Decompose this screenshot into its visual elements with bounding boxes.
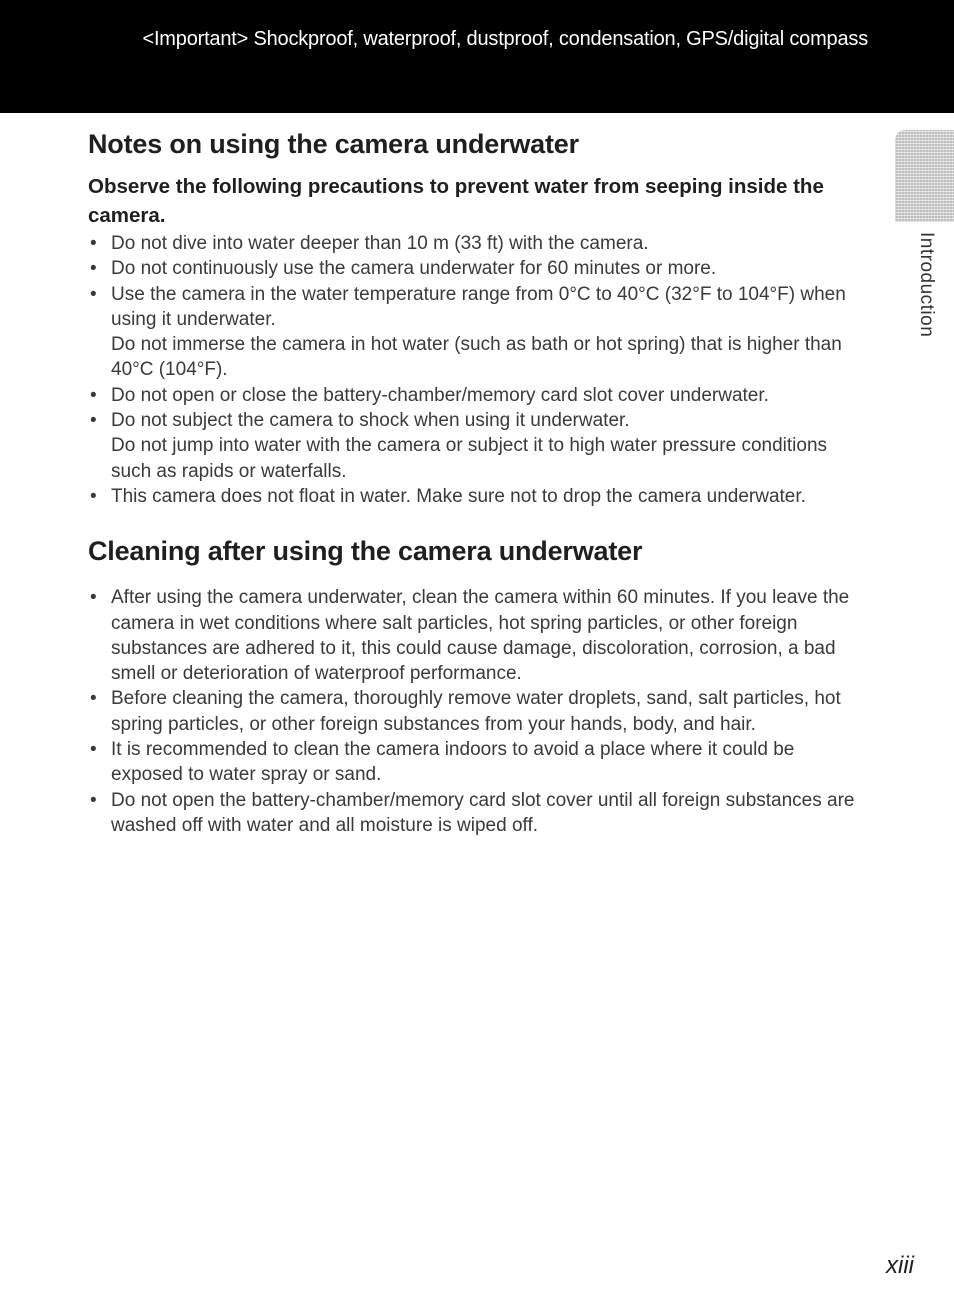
notes-list <box>88 231 870 509</box>
list-item-text: Do not subject the camera to shock when using it underwater. <box>111 410 630 432</box>
list-item <box>88 788 870 839</box>
chapter-tab-label: Introduction <box>916 232 937 338</box>
bullet-icon: • <box>90 688 97 710</box>
list-item <box>88 686 870 737</box>
list-item <box>88 282 870 383</box>
list-item-text: After using the camera underwater, clean the camera within 60 minutes. If you leave the camera in wet conditions where salt particles, hot spring particles, or other foreign substances are adhered to it, this could cause damage, discoloration, corrosion, a bad smell or deterioration of waterproof performance. <box>111 587 850 685</box>
header-title: <Important> Shockproof, waterproof, dustproof, condensation, GPS/digital compass <box>142 28 868 50</box>
cleaning-heading: Cleaning after using the camera underwater <box>88 536 643 567</box>
list-item-text: This camera does not float in water. Make sure not to drop the camera underwater. <box>111 485 806 507</box>
list-item <box>88 383 870 408</box>
list-item-text: Do not dive into water deeper than 10 m (33 ft) with the camera. <box>111 233 649 254</box>
chapter-tab <box>895 130 954 222</box>
bullet-icon: • <box>90 739 97 761</box>
list-item <box>88 484 870 509</box>
bullet-icon: • <box>90 233 97 254</box>
cleaning-list <box>88 585 870 838</box>
list-item-text: Before cleaning the camera, thoroughly remove water droplets, sand, salt particles, hot spring particles, or other foreign substances from your hands, body, and hair. <box>111 688 841 735</box>
bullet-icon: • <box>90 384 97 406</box>
list-item <box>88 737 870 788</box>
page-content <box>88 122 870 838</box>
notes-heading: Notes on using the camera underwater <box>88 129 579 159</box>
list-item-text: Do not open or close the battery-chamber/memory card slot cover underwater. <box>111 384 769 406</box>
list-item-detail: Do not immerse the camera in hot water (such as bath or hot spring) that is higher than 40°C (104°F). <box>111 334 842 381</box>
list-item-detail: Do not jump into water with the camera or subject it to high water pressure conditions such as rapids or waterfalls. <box>111 435 828 482</box>
bullet-icon: • <box>90 283 97 305</box>
list-item <box>88 408 870 484</box>
header-bar <box>0 0 954 113</box>
bullet-icon: • <box>90 485 97 507</box>
bullet-icon: • <box>90 258 97 280</box>
list-item <box>88 231 870 256</box>
list-item-text: It is recommended to clean the camera indoors to avoid a place where it could be exposed to water spray or sand. <box>111 739 795 786</box>
list-item-text: Do not continuously use the camera underwater for 60 minutes or more. <box>111 258 717 280</box>
precautions-subheading: Observe the following precautions to prevent water from seeping inside the camera. <box>88 175 824 227</box>
bullet-icon: • <box>90 789 97 811</box>
list-item-text: Use the camera in the water temperature range from 0°C to 40°C (32°F to 104°F) when using it underwater. <box>111 283 846 330</box>
list-item <box>88 585 870 686</box>
page-number: xiii <box>886 1252 914 1279</box>
bullet-icon: • <box>90 410 97 432</box>
list-item <box>88 256 870 281</box>
list-item-text: Do not open the battery-chamber/memory card slot cover until all foreign substances are washed off with water and all moisture is wiped off. <box>111 789 855 836</box>
bullet-icon: • <box>90 587 97 609</box>
